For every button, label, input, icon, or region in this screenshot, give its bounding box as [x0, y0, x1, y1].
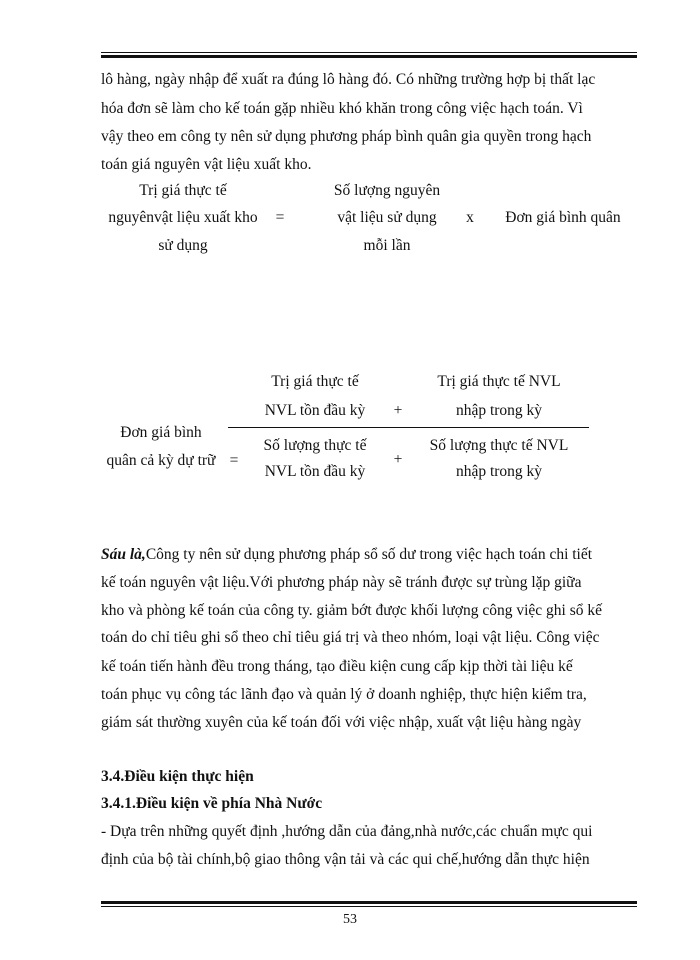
formula2-den-b: Số lượng thực tế NVL [429, 437, 569, 454]
formula2-den-a: NVL tồn đầu kỳ [264, 463, 366, 480]
formula1-middle-line: vật liệu sử dụng [337, 209, 437, 226]
body-line: toán giá nguyên vật liệu xuất kho. [101, 156, 312, 173]
body-line: định của bộ tài chính,bộ giao thông vận tải và các qui chế,hướng dẫn thực hiện [101, 851, 590, 868]
formula2-num-plus: + [393, 402, 403, 419]
formula1-times: x [466, 209, 474, 226]
para-six-lead: Sáu là, [101, 546, 146, 563]
formula1-equals: = [275, 209, 285, 226]
section-heading: 3.4.Điều kiện thực hiện [101, 768, 254, 785]
formula2-equals: = [229, 452, 239, 469]
formula1-left-line: nguyênvật liệu xuất kho [108, 209, 258, 226]
body-line: kế toán nguyên vật liệu.Với phương pháp này sẽ tránh được sự trùng lặp giữa [101, 574, 582, 591]
formula2-den-b: nhập trong kỳ [455, 463, 543, 480]
body-line: - Dựa trên những quyết định ,hướng dẫn của đảng,nhà nước,các chuẩn mực qui [101, 823, 593, 840]
formula2-num-b: Trị giá thực tế NVL [437, 373, 561, 390]
body-line: toán do chỉ tiêu ghi sổ theo chỉ tiêu giá trị và theo nhóm, loại vật liệu. Công việc [101, 629, 600, 646]
body-line: hóa đơn sẽ làm cho kế toán gặp nhiều khó khăn trong công việc hạch toán. Vì [101, 100, 583, 117]
subsection-heading: 3.4.1.Điều kiện về phía Nhà Nước [101, 795, 323, 812]
para-six-first-line [101, 545, 592, 565]
page-number: 53 [343, 912, 357, 927]
formula1-right: Đơn giá bình quân [505, 209, 621, 226]
formula2-num-a: NVL tồn đầu kỳ [264, 402, 366, 419]
formula1-middle-line: Số lượng nguyên [333, 182, 441, 199]
body-line: kế toán tiến hành đều trong tháng, tạo điều kiện cung cấp kịp thời tài liệu kế [101, 658, 573, 675]
body-line: toán phục vụ công tác lãnh đạo và quản lý ở doanh nghiệp, thực hiện kiểm tra, [101, 686, 587, 703]
formula2-num-a: Trị giá thực tế [271, 373, 359, 390]
fraction-bar [228, 427, 589, 428]
formula1-left-line: Trị giá thực tế [139, 182, 227, 199]
formula2-den-plus: + [393, 451, 403, 468]
body-line: lô hàng, ngày nhập để xuất ra đúng lô hàng đó. Có những trường hợp bị thất lạc [101, 71, 596, 88]
body-line: kho và phòng kế toán của công ty. giảm bớt được khối lượng công việc ghi sổ kế [101, 602, 602, 619]
formula2-num-b: nhập trong kỳ [455, 402, 543, 419]
header-rule [101, 52, 637, 58]
formula2-den-a: Số lượng thực tế [263, 437, 367, 454]
para-six-first-rest: Công ty nên sử dụng phương pháp sổ số dư trong việc hạch toán chi tiết [145, 546, 593, 563]
formula2-left-line: quân cả kỳ dự trữ [106, 452, 216, 469]
formula1-left-line: sử dụng [158, 237, 208, 254]
footer-rule [101, 901, 637, 907]
formula2-left-line: Đơn giá bình [120, 424, 202, 441]
body-line: giám sát thường xuyên của kế toán đối với việc nhập, xuất vật liệu hàng ngày [101, 714, 582, 731]
body-line: vậy theo em công ty nên sử dụng phương pháp bình quân gia quyền trong hạch [101, 128, 592, 145]
formula1-middle-line: mỗi lần [363, 237, 411, 254]
